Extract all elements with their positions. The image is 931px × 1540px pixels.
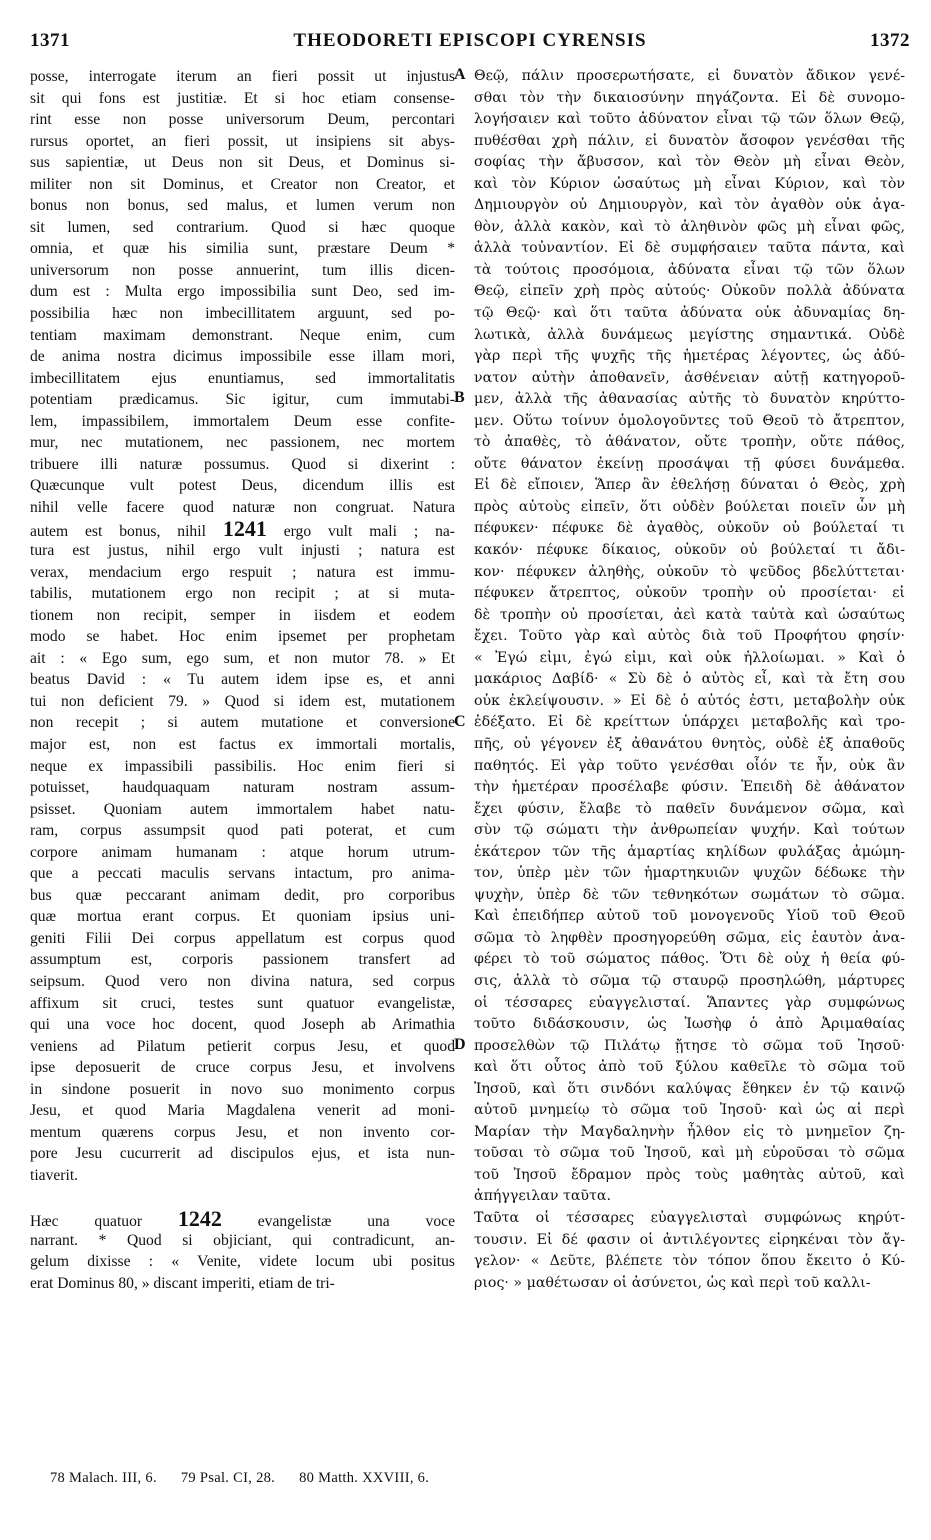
greek-text-line: ἔχει φύσιν, ἔλαβε τὸ παθεῖν δυνάμενον σῶμα, καὶ — [474, 800, 905, 817]
greek-text-line: κον· πέφυκεν ἀληθὴς, οὐκοῦν τὸ ψεῦδος βδελύττεται· — [474, 563, 905, 580]
footnote: 80 Matth. XXVIII, 6. — [299, 1470, 430, 1486]
greek-text-line: παθητός. Εἰ γὰρ τοῦτο γενέσθαι οἷόν τε ἦν, οὐκ ἂν — [474, 757, 905, 774]
greek-text-line: νατον αὐτὴν ἀποθανεῖν, ἀσθένειαν αὐτῇ κατηγοροῦ- — [474, 369, 905, 386]
greek-text-line: ἀπήγγειλαν ταῦτα. — [474, 1188, 611, 1205]
latin-text-line: pore Jesu cucurrerit ad discipulos ejus, et ista nun- — [30, 1145, 455, 1163]
greek-text-line: Ἰησοῦ, καὶ ὅτι σινδόνι καλύψας ἔθηκεν ἐν τῷ καινῷ — [474, 1080, 905, 1097]
latin-text-line: bus quæ peccarant animam dedit, pro corporibus — [30, 886, 455, 904]
latin-text-line: militer non sit Dominus, et Creator non Creator, et — [30, 175, 455, 193]
latin-text-line: in sindone posuerit in novo suo monimento corpus — [30, 1080, 455, 1098]
greek-text-line: ριος· » μαθέτωσαν οἱ ἀσύνετοι, ὡς καὶ περὶ τοῦ καλλι- — [474, 1274, 871, 1291]
latin-text-line: possibilia hæc non imbecillitatem arguunt, sed po- — [30, 305, 455, 323]
latin-text-line: tabilis, mutationem ergo non recipit ; at si muta- — [30, 585, 455, 603]
latin-text-line: veniens ad Pilatum petierit corpus Jesu, et quod — [30, 1037, 455, 1055]
latin-text-line: sit qui fons est justitiæ. Et si hoc etiam consense- — [30, 89, 455, 107]
greek-text-line: « Ἐγώ εἰμι, ἐγώ εἰμι, καὶ οὐκ ἠλλοίωμαι. » Καὶ ὁ — [474, 649, 905, 666]
greek-text-line: πρὸς αὐτοὺς εἰπεῖν, ὅτι οὐδὲν βούλεται ποιεῖν ὧν μὴ — [474, 498, 905, 515]
greek-text-line: οἱ τέσσαρες εὐαγγελισταί. Ἅπαντες γὰρ συμφώνως — [474, 994, 905, 1011]
latin-text-line: potentiam prædicamus. Sic igitur, cum immutabi- — [30, 391, 455, 409]
page-number-left: 1371 — [30, 30, 70, 51]
greek-text-line: τον, ὑπὲρ μὲν τῶν ἡμαρτηκυιῶν ψυχῶν δέδωκε τὴν — [474, 865, 905, 882]
latin-text-line: que a peccati maculis servans intactum, pro anima- — [30, 865, 455, 883]
greek-text-line: τῷ Θεῷ· καὶ ὅτι ταῦτα ἀδύνατα οὐκ ἀδυναμίας δη- — [474, 305, 905, 322]
latin-text-line: beatus David : « Tu autem idem ipse es, et anni — [30, 671, 455, 689]
footnotes — [50, 1470, 550, 1487]
latin-text-line: mur, nec mutationem, nec passionem, nec mortem — [30, 434, 455, 452]
latin-text-line: potuisset, haudquaquam naturam nostram assum- — [30, 779, 455, 797]
section-marker: B — [454, 389, 465, 407]
greek-text-line: θὸν, ἀλλὰ κακὸν, καὶ τὸ ἀληθινὸν φῶς μὴ εἶναι φῶς, — [474, 218, 905, 235]
latin-text-line: Hæc quatuor 1242 evangelistæ una voce — [30, 1207, 455, 1230]
reference-page-number: 1242 — [177, 1207, 222, 1230]
greek-text-line: πυθέσθαι χρὴ πάλιν, εἰ δυνατὸν ἄσοφον γενέσθαι τῆς — [474, 132, 905, 149]
greek-text-line: τὰ τούτοις προσόμοια, ἀδύνατα εἶναι τῷ τῶν ὅλων — [474, 261, 905, 278]
latin-text-line: narrant. * Quod si objiciant, qui contradicunt, an- — [30, 1231, 455, 1249]
page-header — [30, 30, 910, 70]
greek-text-line: μακάριος Δαβίδ· « Σὺ δὲ ὁ αὐτὸς εἶ, καὶ τὰ ἔτη σου — [474, 671, 905, 688]
section-marker: C — [454, 712, 466, 730]
greek-text-line: τοῦ Ἰησοῦ ἔδραμον πρὸς τοὺς μαθητὰς αὐτοῦ, καὶ — [474, 1166, 905, 1183]
reference-page-number: 1241 — [222, 518, 267, 541]
latin-text-line: de anima nostra dicimus impossibile esse illam mori, — [30, 348, 455, 366]
greek-text-line: προσελθὼν τῷ Πιλάτῳ ᾔτησε τὸ σῶμα τοῦ Ἰησοῦ· — [474, 1037, 905, 1054]
latin-text-line: tentiam maximam demonstrant. Neque enim, cum — [30, 326, 455, 344]
greek-text-line: τοῦτο διδάσκουσιν, ὡς Ἰωσὴφ ὁ ἀπὸ Ἀριμαθαίας — [474, 1016, 905, 1033]
latin-text-line: tui non deficient 79. » Quod si idem est, mutationem — [30, 692, 455, 710]
greek-text-line: σὺν τῷ σώματι τὴν ἀνθρωπείαν ψυχήν. Καὶ τούτων — [474, 822, 905, 839]
greek-text-line: γελον· « Δεῦτε, βλέπετε τὸν τόπον ὅπου ἔκειτο ὁ Κύ- — [474, 1253, 905, 1270]
running-title: THEODORETI EPISCOPI CYRENSIS — [293, 30, 647, 51]
latin-text-line: neque ex impassibili passibilis. Hoc enim fieri si — [30, 757, 455, 775]
greek-text-line: σις, ἀλλὰ τὸ σῶμα τῷ σταυρῷ προσηλώθη, μάρτυρες — [474, 972, 905, 989]
latin-text-line: qui una voce hoc docent, quod Joseph ab Arimathia — [30, 1016, 455, 1034]
latin-text-line: mentum quærens corpus Jesu, et non invento cor- — [30, 1123, 455, 1141]
greek-text-line: Καὶ ἐπειδήπερ αὐτοῦ τοῦ μονογενοῦς Υἱοῦ τοῦ Θεοῦ — [474, 908, 905, 925]
latin-text-line: rursus oportet, an fieri possit, ut insipiens sit abys- — [30, 132, 455, 150]
latin-column — [30, 66, 455, 1294]
greek-column — [474, 66, 905, 1294]
paragraph-gap — [30, 1186, 455, 1208]
latin-text-line: erat Dominus 80, » discant imperiti, etiam de tri- — [30, 1274, 335, 1292]
latin-text-line: tribuere illi naturæ possumus. Quod si dixerint : — [30, 455, 455, 473]
greek-text-line: τὸ ἀπαθὲς, τὸ ἀθάνατον, οὔτε τροπὴν, οὔτε πάθος, — [474, 434, 905, 451]
greek-text-line: ἔχει. Τοῦτο γὰρ καὶ αὐτὸς διὰ τοῦ Προφήτου φησίν· — [474, 628, 905, 645]
latin-text-line: major est, non est factus ex immortali mortalis, — [30, 735, 455, 753]
footnote: 79 Psal. CI, 28. — [180, 1470, 276, 1486]
latin-text-line: Quæcunque vult potest Deus, dicendum illis est — [30, 477, 455, 495]
greek-text-line: ἀλλὰ τοὐναντίον. Εἰ δὲ συμφήσαιεν ταῦτα πάντα, καὶ — [474, 240, 905, 257]
latin-text-line: omnia, et quæ his similia sunt, præstare Deum * — [30, 240, 455, 258]
greek-text-line: τοῦσαι τὸ σῶμα τοῦ Ἰησοῦ, καὶ μὴ εὑροῦσαι τὸ σῶμα — [474, 1145, 905, 1162]
greek-text-line: σῶμα τὸ ληφθὲν προσηγορεύθη σῶμα, εἰς ἑαυτὸν ἀνα- — [474, 929, 905, 946]
greek-text-line: Ταῦτα οἱ τέσσαρες εὐαγγελισταὶ συμφώνως κηρύτ- — [474, 1209, 905, 1226]
latin-text-line: bonus non bonus, sed malus, et lumen verum non — [30, 197, 455, 215]
latin-text-line: universorum non posse annuerint, tum illis dicen- — [30, 261, 455, 279]
latin-text-line: assumptum est, corporis passionem transfert ad — [30, 951, 455, 969]
latin-text-line: sit lumen, sed contrarium. Quod si hæc quoque — [30, 218, 455, 236]
footnote: 78 Malach. III, 6. — [50, 1470, 157, 1486]
latin-text-line: modo se habet. Hoc enim ipsemet per prophetam — [30, 628, 455, 646]
greek-text-line: αὐτοῦ μνημείῳ τὸ σῶμα τοῦ Ἰησοῦ· καὶ ὡς αἱ περὶ — [474, 1102, 905, 1119]
greek-text-line: γὰρ περὶ τῆς ψυχῆς τῆς ἡμετέρας λέγοντες, ὡς ἀδύ- — [474, 348, 905, 365]
greek-text-line: οὐκ ἐκλείψουσιν. » Εἰ δὲ ὁ αὐτός ἐστι, μεταβολὴν οὐκ — [474, 692, 905, 709]
latin-text-line: gelum dixisse : « Venite, videte locum ubi positus — [30, 1253, 455, 1271]
section-marker: D — [454, 1035, 466, 1053]
greek-text-line: πέφυκεν· πέφυκε δὲ ἀγαθὸς, οὐκοῦν οὐ βούλεταί τι — [474, 520, 905, 537]
latin-text-line: quæ mortua erant corpus. Et quoniam ipsius uni- — [30, 908, 455, 926]
greek-text-line: ψυχὴν, ὑπὲρ δὲ τῶν τεθνηκότων σωμάτων τὸ σῶμα. — [474, 886, 905, 903]
greek-text-line: καὶ ὅτι οὗτος ἀπὸ τοῦ ξύλου καθεῖλε τὸ σῶμα τοῦ — [474, 1059, 905, 1076]
greek-text-line: τουσιν. Εἰ δέ φασιν οἱ ἀντιλέγοντες εἰρηκέναι τὸν ἄγ- — [474, 1231, 905, 1248]
latin-text-line: corpore animam humanam : atque horum utrum- — [30, 843, 455, 861]
latin-text-line: Jesu, et quod Maria Magdalena venerit ad moni- — [30, 1102, 455, 1120]
latin-text-line: autem est bonus, nihil 1241 ergo vult mali ; na- — [30, 518, 455, 541]
latin-text-line: imbecillitatem ejus enuntiamus, sed immortalitatis — [30, 369, 455, 387]
greek-text-line: φέρει τὸ τοῦ σώματος πάθος. Ὅτι δὲ οὐχ ἡ θεία φύ- — [474, 951, 905, 968]
latin-text-line: tionem non recipit, semper in iisdem et eodem — [30, 606, 455, 624]
latin-text-line: seipsum. Quod vero non divina natura, sed corpus — [30, 972, 455, 990]
greek-text-line: σοφίας τὴν ἄβυσσον, καὶ τὸν Θεὸν μὴ εἶναι Θεὸν, — [474, 154, 905, 171]
latin-text-line: sus sapientiæ, ut Deus non sit Deus, et Dominus si- — [30, 154, 455, 172]
greek-text-line: πέφυκεν ἄτρεπτος, οὐκοῦν τροπὴν οὐ προσίεται· εἰ — [474, 585, 905, 602]
latin-text-line: dum est : Multa ergo impossibilia sunt Deo, sed im- — [30, 283, 455, 301]
greek-text-line: Θεῷ, εἰπεῖν χρὴ πρὸς αὐτούς· Οὐκοῦν πολλὰ ἀδύνατα — [474, 283, 905, 300]
greek-text-line: μεν. Οὕτω τοίνυν ὁμολογοῦντες τοῦ Θεοῦ τὸ ἄτρεπτον, — [474, 412, 905, 429]
latin-text-line: affixum sit cruci, testes sunt quatuor evangelistæ, — [30, 994, 455, 1012]
latin-text-line: non recepit ; si autem mutatione et conversione — [30, 714, 455, 732]
greek-text-line: Εἰ δὲ εἴποιεν, Ἅπερ ἂν ἐθελήσῃ δύναται ὁ Θεὸς, χρὴ — [474, 477, 905, 494]
greek-text-line: λογήσαιεν καὶ τοῦτο ἀδύνατον εἶναι τῷ τῶν ὅλων Θεῷ, — [474, 111, 905, 128]
greek-text-line: Θεῷ, πάλιν προσερωτήσατε, εἰ δυνατὸν ἄδικον γενέ- — [474, 68, 905, 84]
greek-text-line: Μαρίαν τὴν Μαγδαληνὴν ἦλθον εἰς τὸ μνημεῖον ζη- — [474, 1123, 905, 1140]
latin-text-line: lem, impassibilem, immortalem Deum esse confite- — [30, 412, 455, 430]
section-marker: A — [454, 66, 466, 83]
latin-text-line: ipse deposuerit de cruce corpus Jesu, et involvens — [30, 1059, 455, 1077]
latin-text-line: verax, mendacium ergo respuit ; natura est immu- — [30, 563, 455, 581]
greek-text-line: Δημιουργὸν οὐ Δημιουργὸν, καὶ τὸν ἀγαθὸν οὐκ ἀγα- — [474, 197, 905, 214]
greek-text-line: μεν, ἀλλὰ τῆς ἀθανασίας αὐτῆς τὸ δυνατὸν κηρύττο- — [474, 391, 905, 408]
greek-text-line: τὴν ἡμετέραν προσέλαβε φύσιν. Ἐπειδὴ δὲ ἀθάνατον — [474, 779, 905, 796]
latin-text-line: tura est justus, nihil ergo vult injusti ; natura est — [30, 542, 455, 560]
latin-text-line: geniti Filii Dei corpus appellatum est corpus quod — [30, 929, 455, 947]
greek-text-line: κακόν· πέφυκε δίκαιος, οὐκοῦν οὐ βούλεταί τι ἄδι- — [474, 542, 905, 559]
latin-text-line: ait : « Ego sum, ego sum, et non mutor 78. » Et — [30, 649, 455, 667]
latin-text-line: nihil velle facere quod naturæ non congruat. Natura — [30, 498, 455, 516]
latin-text-line: ram, corpus assumpsit quod pati poterat, et cum — [30, 822, 455, 840]
greek-text-line: ἐδέξατο. Εἰ δὲ κρείττων ὑπάρχει μεταβολῆς καὶ τρο- — [474, 714, 905, 731]
greek-text-line: λωτικὰ, ἀλλὰ δυνάμεως μεγίστης σημαντικά. Οὐδὲ — [474, 326, 905, 343]
latin-text-line: psisset. Quoniam autem immortalem habet natu- — [30, 800, 455, 818]
greek-text-line: δὲ τροπὴν οὐ προσίεται, ἀεὶ κατὰ ταὐτὰ καὶ ὡσαύτως — [474, 606, 905, 623]
greek-text-line: πῆς, οὐ γέγονεν ἐξ ἀθανάτου θνητὸς, οὐδὲ ἐξ ἀπαθοῦς — [474, 735, 905, 752]
greek-text-line: καὶ τὸν Κύριον ὡσαύτως μὴ εἶναι Κύριον, καὶ τὸν — [474, 175, 905, 192]
greek-text-line: σθαι τὸν τὴν δικαιοσύνην πηγάζοντα. Εἰ δὲ συνομο- — [474, 89, 905, 106]
latin-text-line: rint esse non posse universorum Deum, percontari — [30, 111, 455, 129]
greek-text-line: οὔτε θάνατον ἐκείνῃ προσάψαι τῇ φύσει δυνάμεθα. — [474, 455, 905, 472]
greek-text-line: ἑκάτερον τῶν τῆς ἁμαρτίας κηλίδων φυλάξας ἀμώμη- — [474, 843, 905, 860]
latin-text-line: posse, interrogate iterum an fieri possit ut injustus — [30, 68, 455, 85]
page-number-right: 1372 — [870, 30, 910, 51]
latin-text-line: tiaverit. — [30, 1166, 79, 1184]
